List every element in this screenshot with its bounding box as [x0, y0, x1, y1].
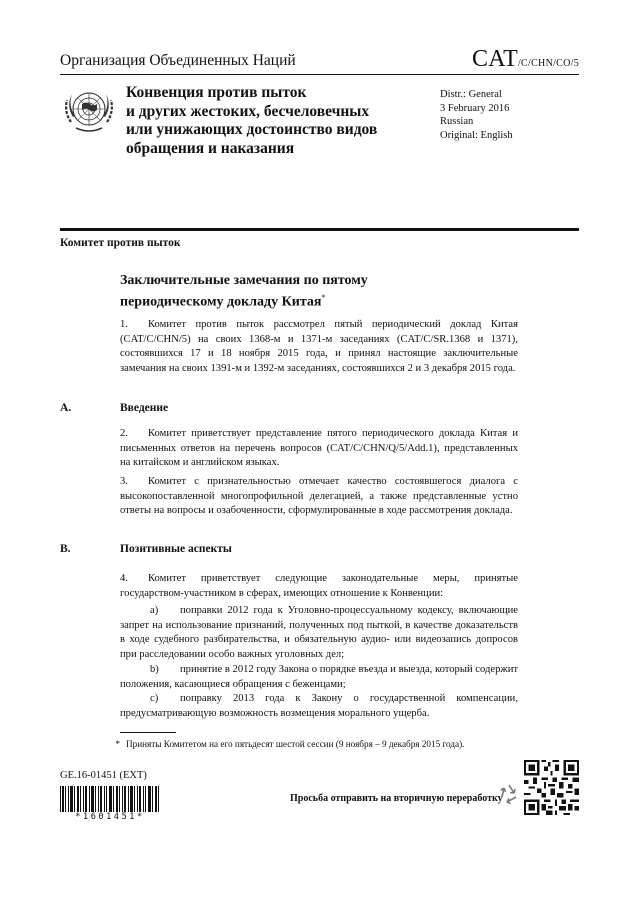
distribution-line: Distr.: General — [440, 89, 502, 100]
document-title — [120, 272, 450, 311]
subparagraph-b — [120, 663, 518, 692]
footnote-rule — [120, 732, 176, 733]
subparagraph-letter: a) — [150, 605, 159, 616]
doc-title-line: Заключительные замечания по пятому — [120, 273, 368, 288]
doc-title-line: периодическому докладу Китая — [120, 294, 322, 310]
paragraph-text: Комитет приветствует представление пятого периодического доклада Китая и письменных ответов на перечень вопросов (CAT/C/CHN/Q/5/Add.1), представленных на китайском и английском языках. — [120, 428, 518, 469]
qr-code-icon — [524, 760, 579, 815]
paragraph-text: Комитет против пыток рассмотрел пятый периодический доклад Китая (CAT/C/CHN/5) на своих 1368-м и 1371-м заседаниях (CAT/C/SR.1368 и 1371), состоявшихся 17 и 18 ноября 2015 года, и принял настоящие заключительные замечания на своих 1391-м и 1392-м заседаниях, состоявшихся 2 и 3 декабря 2015 года. — [120, 319, 518, 374]
paragraph-number: 4. — [120, 573, 128, 584]
subparagraph-letter: c) — [150, 693, 159, 704]
original-language-line: Original: English — [440, 129, 513, 141]
title-rule — [60, 228, 579, 231]
symbol-main: CAT — [472, 46, 518, 72]
paragraph-4 — [120, 572, 518, 601]
document-symbol — [472, 46, 579, 73]
title-line: обращения и наказания — [126, 139, 295, 157]
paragraph-number: 1. — [120, 319, 128, 330]
title-line: и других жестоких, бесчеловечных — [126, 102, 370, 120]
paragraph-text: Комитет с признательностью отмечает качество состоявшегося диалога с высокопоставленной многопрофильной делегацией, а также представленные устно ответы на вопросы и озабоченности, сформулированные в ходе рассмотрения доклада. — [120, 476, 518, 517]
subparagraph-a — [120, 604, 518, 662]
subparagraph-text: поправки 2012 года к Уголовно-процессуальному кодексу, включающие запрет на использование признаний, полученных под пыткой, в качестве доказательств в ходе судебного разбирательства, и обязательную аудио- или видеозапись допросов при расследовании особо важных уголовных дел; — [120, 605, 518, 660]
un-emblem-icon — [62, 82, 116, 136]
barcode-icon — [60, 786, 160, 812]
language-line: Russian — [440, 116, 474, 127]
paragraph-number: 3. — [120, 476, 128, 487]
footnote-mark: * — [321, 293, 326, 302]
footnote — [100, 739, 464, 749]
subparagraph-text: принятие в 2012 году Закона о порядке въезда и выезда, который содержит положения, касающиеся обращения с беженцами; — [120, 664, 518, 690]
footnote-text: Приняты Комитетом на его пятьдесят шестой сессии (9 ноября – 9 декабря 2015 года). — [126, 739, 465, 749]
date-line: 3 February 2016 — [440, 102, 510, 114]
paragraph-3 — [120, 475, 518, 519]
title-line: Конвенция против пыток — [126, 84, 307, 101]
subparagraph-c — [120, 692, 518, 721]
recycle-notice: Просьба отправить на вторичную переработку — [290, 793, 503, 804]
convention-title — [126, 84, 426, 158]
title-line: или унижающих достоинство видов — [126, 121, 378, 138]
header-rule — [60, 74, 579, 75]
section-title: Позитивные аспекты — [120, 543, 232, 555]
barcode-number: *1601451* — [75, 812, 145, 822]
recycle-icon — [497, 782, 521, 806]
paragraph-2 — [120, 427, 518, 471]
job-number: GE.16-01451 (EXT) — [60, 770, 147, 781]
section-title: Введение — [120, 402, 169, 414]
subparagraph-text: поправку 2013 года к Закону о государственной компенсации, предусматривающую возможность возмещения морального ущерба. — [120, 693, 518, 719]
organization-name: Организация Объединенных Наций — [60, 52, 296, 69]
section-letter: B. — [60, 543, 71, 555]
paragraph-number: 2. — [120, 428, 128, 439]
subparagraph-letter: b) — [150, 664, 159, 675]
footnote-star: * — [115, 739, 120, 749]
distribution-info — [440, 88, 513, 142]
symbol-rest: /C/CHN/CO/5 — [517, 58, 580, 69]
committee-name: Комитет против пыток — [60, 237, 181, 249]
paragraph-1 — [120, 318, 518, 376]
paragraph-text: Комитет приветствует следующие законодательные меры, принятые государством-участником в сферах, имеющих отношение к Конвенции: — [120, 573, 518, 599]
section-letter: A. — [60, 402, 72, 414]
